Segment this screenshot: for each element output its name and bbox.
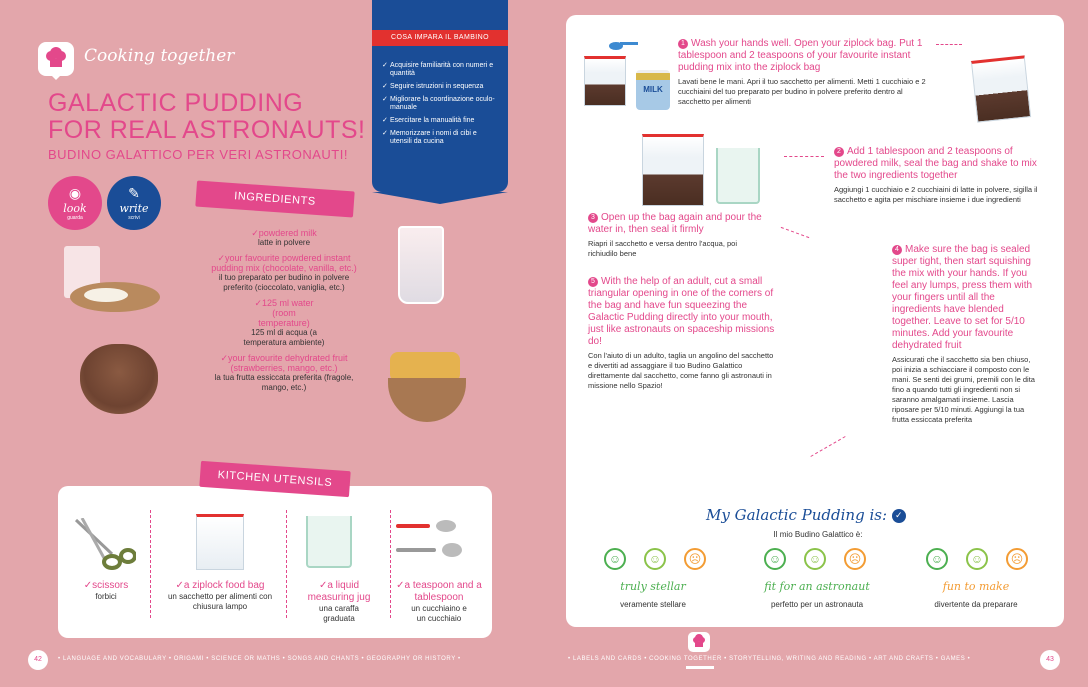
step-number: 1 (678, 39, 688, 49)
utensil-it: forbici (95, 592, 117, 601)
step-2-it: Aggiungi 1 cucchiaio e 2 cucchiaini di latte in polvere, sigilla il sacchetto e agita per mischiare insieme i due ingredienti (834, 185, 1038, 204)
learning-title: COSA IMPARA IL BAMBINO (372, 30, 508, 46)
step-3 (588, 212, 778, 259)
step-1-en-text: Wash your hands well. Open your ziplock bag. Put 1 tablespoon and 2 teaspoons of your favourite instant pudding mix into the ziplock bag (678, 38, 923, 73)
ingredients-list (196, 228, 372, 398)
utensil-en: ✓ scissors (66, 580, 146, 592)
spoons-image (396, 518, 462, 562)
utensil-it: un cucchiaino e un cucchiaio (411, 604, 467, 623)
page-number-right: 43 (1040, 650, 1060, 670)
step-2 (834, 146, 1046, 205)
divider (150, 510, 151, 618)
utensil-en: ✓ a teaspoon and a tablespoon (394, 580, 484, 604)
chef-hat-icon (688, 632, 710, 652)
utensil-item (292, 580, 386, 624)
cocoa-bowl-image (80, 344, 158, 414)
happy-face-icon[interactable]: ☺ (926, 548, 948, 570)
happy-face-icon[interactable]: ☺ (764, 548, 786, 570)
active-section-underline (686, 666, 714, 669)
ingredient-it: la tua frutta essiccata preferita (fragole, mango, etc.) (214, 373, 354, 392)
measuring-jug-image (306, 516, 352, 568)
step-5-en (588, 276, 778, 348)
milk-tin-image: MILK (636, 70, 670, 110)
write-badge (107, 176, 161, 230)
learning-item: ✓ Migliorare la coordinazione oculo-manuale (382, 96, 500, 112)
learning-panel (372, 0, 508, 192)
ingredient-en: ✓ powdered milk (196, 228, 372, 238)
unhappy-face-icon[interactable]: ☹ (1006, 548, 1028, 570)
page-subtitle: BUDINO GALATTICO PER VERI ASTRONAUTI! (48, 147, 348, 162)
unhappy-face-icon[interactable]: ☹ (684, 548, 706, 570)
ziplock-bag-image (196, 514, 244, 570)
learning-item: ✓ Seguire istruzioni in sequenza (382, 83, 500, 91)
step-3-en (588, 212, 778, 236)
rating-label: fun to make (942, 580, 1010, 593)
chef-hat-icon (38, 42, 74, 76)
utensil-item (156, 580, 284, 612)
step-4-it: Assicurati che il sacchetto sia ben chiuso, poi inizia a schiacciare il composto con le mani. Se senti dei grumi, premili con le dita fino a quando tutti gli ingredienti non si saranno amalgamati insieme. Lascia riposare per 5/10 minuti. Aggiungi la tua frutta essiccata preferita (892, 355, 1035, 424)
ingredient-it: 125 ml di acqua (a temperatura ambiente) (243, 328, 325, 347)
step-4 (892, 244, 1044, 425)
neutral-face-icon[interactable]: ☺ (966, 548, 988, 570)
step-number: 4 (892, 245, 902, 255)
utensil-en: ✓ a liquid measuring jug (292, 580, 386, 604)
step-number: 5 (588, 277, 598, 287)
utensil-it: una caraffa graduata (319, 604, 359, 623)
title-line-2: FOR REAL ASTRONAUTS! (48, 116, 366, 144)
step-1-en (678, 38, 928, 74)
step-1-it: Lavati bene le mani. Apri il tuo sacchetto per alimenti. Metti 1 cucchiaio e 2 cucchiaini del tuo preparato per budino in polvere preferito dentro al sacchetto per alimenti (678, 77, 926, 106)
unhappy-face-icon[interactable]: ☹ (844, 548, 866, 570)
step-4-en-text: Make sure the bag is sealed super tight, then start squishing the mix with your hands. If you feel any lumps, press them with your fingers until all the ingredients have blended together. Leave to set for 5/10 minutes. Add your favourite dehydrated fruit (892, 244, 1033, 351)
look-label: look (63, 202, 87, 215)
rating-title (706, 506, 906, 524)
rating-label-it: divertente da preparare (934, 600, 1018, 609)
step-2-en-text: Add 1 tablespoon and 2 teaspoons of powdered milk, seal the bag and shake to mix the two ingredients together (834, 146, 1037, 181)
step-4-en (892, 244, 1044, 352)
step-number: 3 (588, 213, 598, 223)
step-5-en-text: With the help of an adult, cut a small triangular opening in one of the corners of the bag and have fun squeezing the Galactic Pudding directly into your mouth, just like astronauts on spaceship missions do! (588, 276, 775, 347)
look-sublabel: guarda (67, 215, 83, 221)
rating-label: truly stellar (620, 580, 686, 593)
section-title: Cooking together (84, 46, 235, 66)
rating-title-text: My Galactic Pudding is: (706, 506, 887, 524)
ingredient-en: ✓ 125 ml water (room temperature) (196, 298, 372, 328)
utensil-it: un sacchetto per alimenti con chiusura lampo (167, 592, 273, 611)
page-title (48, 90, 365, 144)
write-label: write (119, 202, 149, 215)
step-3-en-text: Open up the bag again and pour the water in, then seal it firmly (588, 212, 762, 235)
scissors-image (72, 518, 136, 572)
learning-item: ✓ Memorizzare i nomi di cibi e utensili da cucina (382, 130, 500, 146)
look-badge (48, 176, 102, 230)
utensil-item (66, 580, 146, 602)
eye-icon: ◉ (68, 185, 82, 201)
powder-spoon-image (70, 282, 160, 312)
step-2-en (834, 146, 1046, 182)
dashed-arrow (936, 44, 962, 45)
pudding-bag-image (584, 56, 626, 106)
ingredient-en: ✓ your favourite powdered instant pudding mix (chocolate, vanilla, etc.) (196, 253, 372, 273)
utensil-en: ✓ a ziplock food bag (156, 580, 284, 592)
step-3-it: Riapri il sacchetto e versa dentro l'acqua, poi richiudilo bene (588, 239, 738, 258)
write-sublabel: scrivi (128, 215, 140, 221)
ingredients-ribbon: INGREDIENTS (195, 181, 354, 218)
ingredient-it: il tuo preparato per budino in polvere preferito (cioccolato, vaniglia, etc.) (218, 273, 350, 292)
title-line-1: GALACTIC PUDDING (48, 89, 304, 117)
wooden-bowl-image (388, 378, 466, 422)
ingredient-en: ✓ your favourite dehydrated fruit (strawberries, mango, etc.) (196, 353, 372, 373)
scoop-image (608, 38, 638, 50)
neutral-face-icon[interactable]: ☺ (644, 548, 666, 570)
dashed-arrow (784, 156, 824, 157)
step-5-it: Con l'aiuto di un adulto, taglia un angolino del sacchetto e divertiti ad assaggiare il tuo Budino Galattico direttamente dal sacchetto, come fanno gli astronauti in missione nello Spazio! (588, 351, 774, 390)
rating-label-it: perfetto per un astronauta (770, 600, 864, 609)
pencil-icon: ✎ (128, 185, 140, 201)
neutral-face-icon[interactable]: ☺ (804, 548, 826, 570)
rating-subtitle: Il mio Budino Galattico è: (773, 530, 863, 539)
footer-right: • LABELS AND CARDS • COOKING TOGETHER • STORYTELLING, WRITING AND READING • ART AND CRAFTS • GAMES • (568, 656, 971, 662)
divider (286, 510, 287, 618)
learning-list (382, 62, 500, 146)
step-5 (588, 276, 778, 391)
step-1 (678, 38, 928, 107)
footer-left: • LANGUAGE AND VOCABULARY • ORIGAMI • SCIENCE OR MATHS • SONGS AND CHANTS • GEOGRAPHY OR HISTORY • (58, 656, 461, 662)
page-number-left: 42 (28, 650, 48, 670)
shaking-bag-image (971, 55, 1031, 122)
check-icon: ✓ (892, 509, 906, 523)
learning-item: ✓ Acquisire familiarità con numeri e quantità (382, 62, 500, 78)
learning-item: ✓ Esercitare la manualità fine (382, 117, 500, 125)
water-glass-image (398, 226, 444, 304)
rating-label-it: veramente stellare (620, 600, 686, 609)
utensils-ribbon: KITCHEN UTENSILS (199, 461, 350, 497)
divider (390, 510, 391, 618)
step-number: 2 (834, 147, 844, 157)
mixed-bag-image (642, 134, 704, 206)
happy-face-icon[interactable]: ☺ (604, 548, 626, 570)
rating-label: fit for an astronaut (764, 580, 870, 593)
ingredient-it: latte in polvere (257, 238, 311, 247)
utensil-item (394, 580, 484, 624)
water-jug-image (716, 148, 760, 204)
